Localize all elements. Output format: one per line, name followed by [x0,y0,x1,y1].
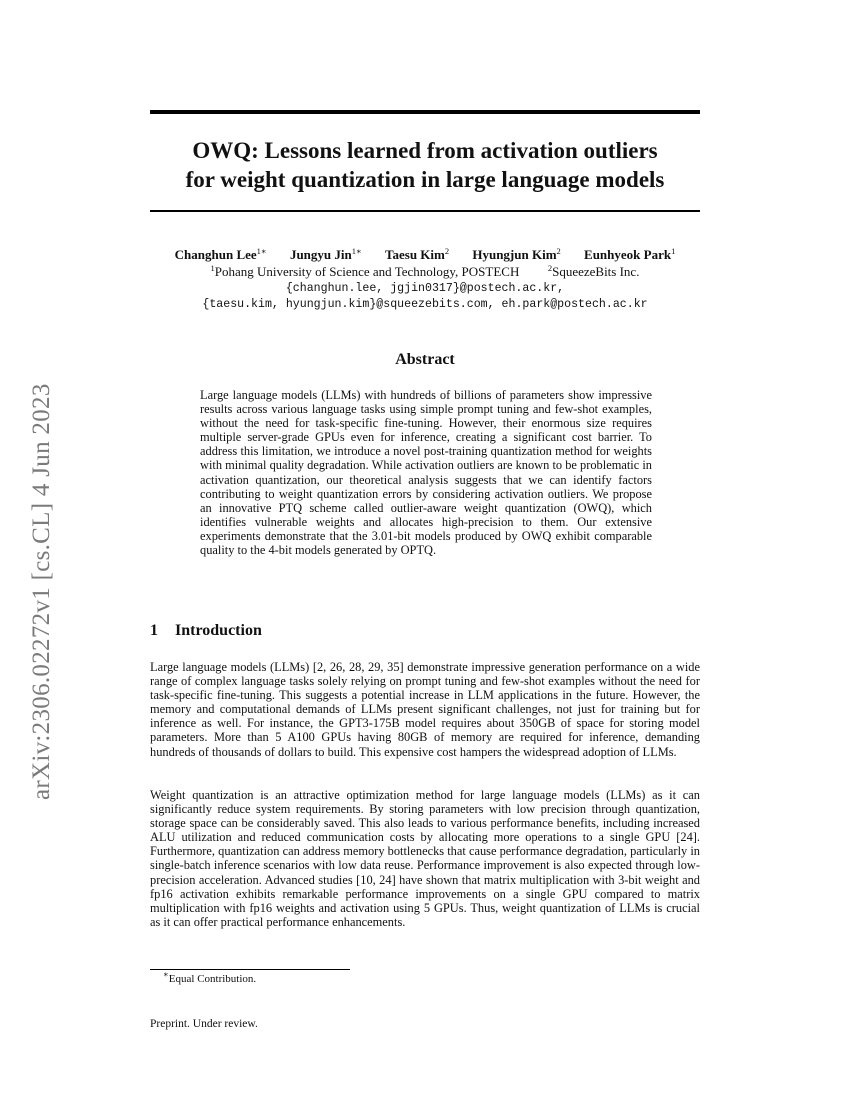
abstract-body: Large language models (LLMs) with hundreds of billions of parameters show impressive results across various language tasks using simple prompt tuning and few-shot examples, without the need for task-specific fine-tuning. However, their enormous size requires multiple server-grade GPUs even for inference, creating a significant cost barrier. To address this limitation, we introduce a novel post-training quantization method for weights with minimal quality degradation. While activation outliers are known to be problematic in activation quantization, our theoretical analysis suggests that we can identify factors contributing to weight quantization errors by considering activation outliers. We propose an innovative PTQ scheme called outlier-aware weight quantization (OWQ), which identifies vulnerable weights and allocates high-precision to them. Our extensive experiments demonstrate that the 3.01-bit models produced by OWQ exhibit comparable quality to the 4-bit models generated by OPTQ. [200,388,652,558]
title-bottom-rule [150,210,700,212]
author-name: Eunhyeok Park [584,247,672,262]
section-title: Introduction [175,622,262,639]
author-affiliation-mark: 1 [671,246,676,256]
affiliation-squeezebits: SqueezeBits Inc. [552,264,640,279]
affiliation-mark: 1 [210,263,215,273]
affiliation-postech: Pohang University of Science and Technology, POSTECH [214,264,520,279]
email-line-2: {taesu.kim, hyungjun.kim}@squeezebits.com, eh.park@postech.ac.kr [202,298,648,311]
author-name: Taesu Kim [385,247,445,262]
author-affiliation-mark: 2 [556,246,561,256]
footnote-mark: ∗ [163,969,169,979]
author-affiliation-mark: 1∗ [351,246,362,256]
author-name: Jungyu Jin [289,247,352,262]
arxiv-identifier: arXiv:2306.02272v1 [cs.CL] 4 Jun 2023 [28,383,55,800]
footnote-rule [150,969,350,970]
title-line-1: OWQ: Lessons learned from activation outliers [192,138,658,163]
intro-paragraph-2: Weight quantization is an attractive optimization method for large language models (LLMs) as it can significantly reduce system requirements. By storing parameters with low precision through quantization, storage space can be considerably saved. This also leads to various performance benefits, including increased ALU utilization and reduced communication costs by allocating more operations to a single GPU [24]. Furthermore, quantization can address memory bottlenecks that cause performance degradation, particularly in single-batch inference scenarios with low data reuse. Performance improvement is also expected through low-precision acceleration. Advanced studies [10, 24] have shown that matrix multiplication with 3-bit weight and fp16 activation exhibits remarkable performance improvements on a single GPU compared to matrix multiplication with fp16 weights and activation using 5 GPUs. Thus, weight quantization of LLMs is crucial as it can offer practical performance enhancements. [150,788,700,929]
section-number: 1 [150,622,158,639]
author-list [150,247,700,263]
footnote-text: Equal Contribution. [168,973,257,985]
intro-paragraph-1: Large language models (LLMs) [2, 26, 28, 29, 35] demonstrate impressive generation performance on a wide range of complex language tasks solely relying on prompt tuning and few-shot examples without the need for task-specific fine-tuning. This suggests a potential increase in LLM applications in the future. However, the memory and computational demands of LLMs present significant challenges, not just for training but for inference as well. For instance, the GPT3-175B model requires about 350GB of space for storing model parameters. More than 5 A100 GPUs having 80GB of memory are required for inference, demanding hundreds of thousands of dollars to build. This expensive cost hampers the widespread adoption of LLMs. [150,660,700,759]
paper-title [150,136,700,194]
title-line-2: for weight quantization in large language models [185,167,665,192]
email-line-1: {changhun.lee, jgjin0317}@postech.ac.kr, [285,282,565,295]
author-name: Hyungjun Kim [472,247,557,262]
author-affiliation-mark: 2 [444,246,450,256]
preprint-note: Preprint. Under review. [150,1018,258,1030]
section-heading [150,622,262,640]
footnote [163,969,257,985]
title-top-rule [150,110,700,114]
affiliations [150,264,700,280]
author-name: Changhun Lee [174,247,257,262]
affiliation-mark: 2 [547,263,553,273]
author-affiliation-mark: 1∗ [256,246,267,256]
abstract-heading: Abstract [395,351,455,368]
